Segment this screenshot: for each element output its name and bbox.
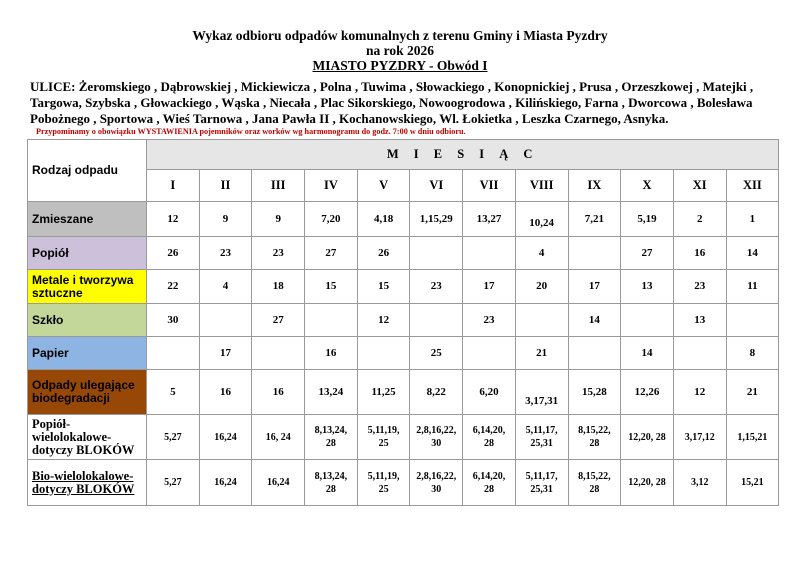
pickup-days-cell: 26: [147, 237, 200, 270]
waste-type-text: wielolokalowe-: [32, 429, 112, 444]
pickup-days-cell: 5,11,17, 25,31: [515, 460, 568, 506]
pickup-days-cell: [515, 304, 568, 337]
pickup-days-cell: 5,19: [621, 202, 674, 237]
pickup-days-cell: 1,15,21: [726, 415, 779, 460]
waste-row: [28, 237, 779, 270]
waste-type-text: sztuczne: [32, 285, 83, 300]
pickup-days-cell: 23: [410, 270, 463, 304]
pickup-days-cell: 15: [357, 270, 410, 304]
pickup-days-cell: 5: [147, 370, 200, 415]
waste-row: [28, 337, 779, 370]
streets-line: Targowa, Szybska , Głowackiego , Wąska , Niecała , Plac Sikorskiego, Nowoogrodowa , Kilińskiego, Farna , Dworcowa , Bolesława: [30, 95, 753, 111]
pickup-days-cell: 3,12: [673, 460, 726, 506]
pickup-days-cell: [410, 237, 463, 270]
pickup-days-cell: 1,15,29: [410, 202, 463, 237]
month-cell: III: [252, 170, 305, 202]
pickup-days-cell: 4: [515, 237, 568, 270]
pickup-days-cell: 16,24: [199, 460, 252, 506]
pickup-days-cell: 8,15,22, 28: [568, 415, 621, 460]
pickup-days-cell: 5,27: [147, 460, 200, 506]
waste-type-label: [28, 237, 147, 270]
pickup-days-cell: 2,8,16,22, 30: [410, 460, 463, 506]
district-subtitle: MIASTO PYZDRY - Obwód I: [312, 58, 488, 73]
waste-type-text: Popiół-: [32, 416, 71, 431]
pickup-days-cell: 26: [357, 237, 410, 270]
pickup-days-cell: 27: [621, 237, 674, 270]
pickup-days-cell: 30: [147, 304, 200, 337]
pickup-days-cell: 12,26: [621, 370, 674, 415]
pickup-days-cell: 13: [673, 304, 726, 337]
waste-type-text: Zmieszane: [32, 211, 94, 226]
pickup-days-cell: 25: [410, 337, 463, 370]
pickup-days-cell: 17: [199, 337, 252, 370]
pickup-days-cell: 9: [199, 202, 252, 237]
waste-type-label: [28, 304, 147, 337]
reminder-note: Przypominamy o obowiązku WYSTAWIENIA pojemników oraz worków wg harmonogramu do godz. 7:00 w dniu odbioru.: [36, 127, 466, 136]
pickup-days-cell: 18: [252, 270, 305, 304]
pickup-days-cell: 15,21: [726, 460, 779, 506]
pickup-days-cell: 8,15,22, 28: [568, 460, 621, 506]
pickup-days-cell: 16: [252, 370, 305, 415]
pickup-days-cell: 16: [199, 370, 252, 415]
pickup-days-cell: [305, 304, 358, 337]
document-title: Wykaz odbioru odpadów komunalnych z terenu Gminy i Miasta Pyzdry: [192, 28, 608, 43]
pickup-days-cell: [147, 337, 200, 370]
pickup-days-cell: 27: [252, 304, 305, 337]
pickup-days-cell: 4: [199, 270, 252, 304]
pickup-days-cell: 14: [568, 304, 621, 337]
pickup-days-cell: [568, 237, 621, 270]
streets-line: ULICE: Żeromskiego , Dąbrowskiej , Mickiewicza , Polna , Tuwima , Słowackiego , Konopnickiej , Prusa , Orzeszkowej , Matejki ,: [30, 79, 754, 94]
pickup-days-cell: 16: [673, 237, 726, 270]
pickup-days-cell: 9: [252, 202, 305, 237]
pickup-days-cell: 5,27: [147, 415, 200, 460]
waste-type-text: Papier: [32, 345, 69, 360]
pickup-days-cell: 14: [726, 237, 779, 270]
pickup-days-cell: 14: [621, 337, 674, 370]
month-cell: I: [147, 170, 200, 202]
pickup-days-cell: 11: [726, 270, 779, 304]
pickup-days-cell: 7,21: [568, 202, 621, 237]
waste-type-text: dotyczy BLOKÓW: [32, 481, 135, 496]
pickup-days-cell: 16,24: [199, 415, 252, 460]
month-cell: XI: [673, 170, 726, 202]
streets-list: [30, 79, 790, 128]
pickup-days-cell: 5,11,17, 25,31: [515, 415, 568, 460]
pickup-days-cell: 6,14,20, 28: [463, 415, 516, 460]
pickup-days-cell: 13,27: [463, 202, 516, 237]
waste-type-label: [28, 370, 147, 415]
month-cell: IX: [568, 170, 621, 202]
pickup-days-cell: 5,11,19, 25: [357, 460, 410, 506]
pickup-days-cell: 12: [357, 304, 410, 337]
pickup-days-cell: 21: [515, 337, 568, 370]
waste-type-text: Odpady ulegające: [32, 378, 135, 392]
pickup-days-cell: 8: [726, 337, 779, 370]
pickup-days-cell: [410, 304, 463, 337]
waste-type-text: biodegradacji: [32, 391, 111, 405]
pickup-days-cell: 8,13,24, 28: [305, 460, 358, 506]
streets-line: Pobożnego , Sportowa , Wieś Tarnowa , Jana Pawła II , Kochanowskiego, Wl. Łokietka , Leszka Czarnego, Asnyka.: [30, 111, 669, 127]
pickup-days-cell: 17: [568, 270, 621, 304]
pickup-days-cell: [673, 337, 726, 370]
pickup-days-cell: 3,17,31: [515, 370, 568, 415]
waste-type-text: Bio-wielolokalowe-: [32, 468, 134, 483]
pickup-days-cell: 16, 24: [252, 415, 305, 460]
pickup-days-cell: 12,20, 28: [621, 415, 674, 460]
month-cell: IV: [305, 170, 358, 202]
waste-type-header: Rodzaj odpadu: [28, 140, 147, 202]
pickup-days-cell: 12,20, 28: [621, 460, 674, 506]
pickup-days-cell: [199, 304, 252, 337]
document-header: [0, 28, 800, 73]
pickup-days-cell: 6,20: [463, 370, 516, 415]
pickup-days-cell: 6,14,20, 28: [463, 460, 516, 506]
pickup-days-cell: 3,17,12: [673, 415, 726, 460]
document-year: na rok 2026: [365, 43, 434, 58]
waste-row: [28, 460, 779, 506]
pickup-days-cell: 16: [305, 337, 358, 370]
pickup-days-cell: 11,25: [357, 370, 410, 415]
month-cell: XII: [726, 170, 779, 202]
pickup-days-cell: 8,22: [410, 370, 463, 415]
waste-type-text: Metale i tworzywa: [32, 272, 134, 287]
waste-row: [28, 415, 779, 460]
month-cell: X: [621, 170, 674, 202]
waste-row: [28, 202, 779, 237]
waste-type-label: [28, 270, 147, 304]
pickup-days-cell: [357, 337, 410, 370]
month-cell: VIII: [515, 170, 568, 202]
pickup-days-cell: 8,13,24, 28: [305, 415, 358, 460]
pickup-days-cell: [726, 304, 779, 337]
pickup-days-cell: 23: [252, 237, 305, 270]
pickup-days-cell: 12: [147, 202, 200, 237]
pickup-days-cell: 13,24: [305, 370, 358, 415]
waste-type-label: [28, 415, 147, 460]
pickup-days-cell: 17: [463, 270, 516, 304]
pickup-days-cell: 4,18: [357, 202, 410, 237]
waste-type-text: Szkło: [32, 312, 64, 327]
pickup-days-cell: 7,20: [305, 202, 358, 237]
pickup-days-cell: 12: [673, 370, 726, 415]
waste-type-label: [28, 460, 147, 506]
pickup-days-cell: 23: [199, 237, 252, 270]
pickup-days-cell: 27: [305, 237, 358, 270]
pickup-days-cell: 13: [621, 270, 674, 304]
waste-row: [28, 270, 779, 304]
month-cell: VI: [410, 170, 463, 202]
pickup-days-cell: 21: [726, 370, 779, 415]
pickup-days-cell: [568, 337, 621, 370]
pickup-days-cell: 2: [673, 202, 726, 237]
waste-row: [28, 370, 779, 415]
month-cell: VII: [463, 170, 516, 202]
pickup-days-cell: 20: [515, 270, 568, 304]
waste-type-label: [28, 337, 147, 370]
pickup-days-cell: 22: [147, 270, 200, 304]
waste-type-text: dotyczy BLOKÓW: [32, 442, 135, 457]
waste-type-label: [28, 202, 147, 237]
waste-row: [28, 304, 779, 337]
pickup-days-cell: 10,24: [515, 202, 568, 237]
schedule-table: [27, 139, 779, 506]
pickup-days-cell: 2,8,16,22, 30: [410, 415, 463, 460]
waste-type-text: Popiół: [32, 245, 69, 260]
pickup-days-cell: 15,28: [568, 370, 621, 415]
pickup-days-cell: 23: [673, 270, 726, 304]
pickup-days-cell: 15: [305, 270, 358, 304]
pickup-days-cell: 5,11,19, 25: [357, 415, 410, 460]
pickup-days-cell: [463, 337, 516, 370]
month-cell: II: [199, 170, 252, 202]
pickup-days-cell: [252, 337, 305, 370]
pickup-days-cell: 16,24: [252, 460, 305, 506]
month-cell: V: [357, 170, 410, 202]
pickup-days-cell: 1: [726, 202, 779, 237]
pickup-days-cell: 23: [463, 304, 516, 337]
month-header: M I E S I Ą C: [147, 140, 779, 170]
schedule-body: [28, 202, 779, 506]
pickup-days-cell: [621, 304, 674, 337]
pickup-days-cell: [463, 237, 516, 270]
